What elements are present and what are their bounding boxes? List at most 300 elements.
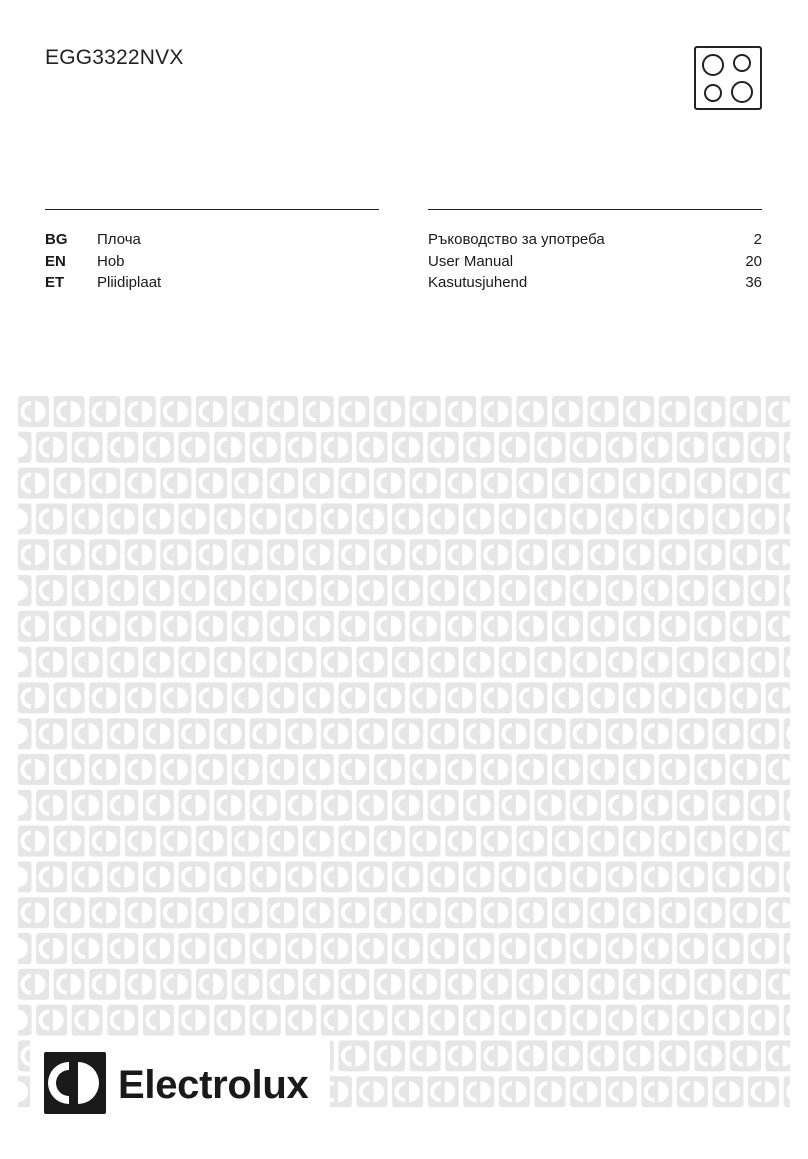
pattern-logo-icon: [410, 396, 441, 427]
pattern-logo-icon: [18, 682, 49, 713]
pattern-logo-icon: [445, 754, 476, 785]
pattern-logo-icon: [748, 861, 779, 892]
pattern-logo-icon: [160, 682, 191, 713]
pattern-logo-icon: [428, 718, 459, 749]
pattern-logo-icon: [481, 897, 512, 928]
pattern-logo-icon: [18, 432, 32, 463]
pattern-logo-icon: [570, 503, 601, 534]
pattern-logo-icon: [516, 682, 547, 713]
pattern-logo-icon: [552, 754, 583, 785]
manual-row: [428, 251, 762, 273]
pattern-logo-icon: [374, 682, 405, 713]
pattern-logo-icon: [659, 396, 690, 427]
pattern-logo-icon: [410, 826, 441, 857]
pattern-logo-icon: [18, 718, 32, 749]
pattern-logo-icon: [250, 933, 281, 964]
pattern-logo-icon: [730, 897, 761, 928]
pattern-logo-icon: [623, 969, 654, 1000]
pattern-logo-icon: [143, 1005, 174, 1036]
pattern-logo-icon: [392, 575, 423, 606]
pattern-logo-icon: [445, 539, 476, 570]
language-list: [45, 229, 379, 294]
pattern-logo-icon: [694, 682, 725, 713]
pattern-logo-icon: [285, 790, 316, 821]
pattern-logo-icon: [713, 575, 744, 606]
pattern-logo-icon: [677, 933, 708, 964]
pattern-logo-icon: [463, 503, 494, 534]
pattern-logo-icon: [232, 682, 263, 713]
pattern-logo-icon: [516, 897, 547, 928]
pattern-logo-icon: [659, 969, 690, 1000]
pattern-logo-icon: [374, 897, 405, 928]
pattern-logo-icon: [499, 718, 530, 749]
pattern-logo-icon: [588, 826, 619, 857]
pattern-logo-icon: [89, 897, 120, 928]
pattern-logo-icon: [125, 611, 156, 642]
pattern-logo-icon: [321, 647, 352, 678]
pattern-logo-icon: [392, 718, 423, 749]
pattern-logo-icon: [659, 754, 690, 785]
pattern-logo-icon: [250, 647, 281, 678]
pattern-logo-icon: [784, 1076, 790, 1107]
pattern-logo-icon: [392, 1076, 423, 1107]
pattern-logo-icon: [107, 933, 138, 964]
pattern-logo-icon: [481, 396, 512, 427]
pattern-logo-icon: [338, 969, 369, 1000]
pattern-logo-icon: [250, 432, 281, 463]
pattern-logo-icon: [143, 432, 174, 463]
pattern-logo-icon: [499, 575, 530, 606]
pattern-logo-icon: [143, 575, 174, 606]
pattern-logo-icon: [730, 396, 761, 427]
pattern-logo-icon: [303, 897, 334, 928]
pattern-logo-icon: [677, 718, 708, 749]
pattern-logo-icon: [18, 503, 32, 534]
pattern-logo-icon: [428, 1005, 459, 1036]
pattern-logo-icon: [588, 754, 619, 785]
pattern-logo-icon: [499, 861, 530, 892]
pattern-logo-icon: [516, 826, 547, 857]
pattern-logo-icon: [748, 575, 779, 606]
pattern-logo-icon: [766, 396, 790, 427]
pattern-logo-icon: [499, 503, 530, 534]
pattern-logo-icon: [267, 396, 298, 427]
pattern-logo-icon: [357, 432, 388, 463]
pattern-logo-icon: [535, 861, 566, 892]
pattern-logo-icon: [89, 539, 120, 570]
pattern-logo-icon: [570, 575, 601, 606]
pattern-logo-icon: [125, 396, 156, 427]
pattern-logo-icon: [766, 468, 790, 499]
pattern-logo-icon: [445, 897, 476, 928]
pattern-logo-icon: [730, 611, 761, 642]
pattern-logo-icon: [36, 503, 67, 534]
pattern-logo-icon: [285, 861, 316, 892]
pattern-logo-icon: [18, 790, 32, 821]
language-row: [45, 272, 379, 294]
pattern-logo-icon: [303, 539, 334, 570]
pattern-logo-icon: [428, 575, 459, 606]
pattern-logo-icon: [428, 933, 459, 964]
pattern-logo-icon: [784, 647, 790, 678]
pattern-logo-icon: [677, 503, 708, 534]
pattern-logo-icon: [285, 933, 316, 964]
pattern-logo-icon: [694, 611, 725, 642]
pattern-logo-icon: [641, 432, 672, 463]
pattern-logo-icon: [410, 468, 441, 499]
pattern-logo-icon: [748, 790, 779, 821]
pattern-logo-icon: [766, 754, 790, 785]
pattern-logo-icon: [588, 1040, 619, 1071]
pattern-logo-icon: [748, 432, 779, 463]
pattern-logo-icon: [196, 682, 227, 713]
pattern-logo-icon: [535, 432, 566, 463]
pattern-logo-icon: [535, 647, 566, 678]
pattern-logo-icon: [214, 503, 245, 534]
pattern-logo-icon: [499, 933, 530, 964]
pattern-logo-icon: [321, 861, 352, 892]
pattern-logo-icon: [303, 826, 334, 857]
pattern-logo-icon: [232, 396, 263, 427]
pattern-logo-icon: [250, 1005, 281, 1036]
pattern-logo-icon: [54, 396, 85, 427]
pattern-logo-icon: [54, 754, 85, 785]
pattern-logo-icon: [54, 682, 85, 713]
pattern-logo-icon: [303, 682, 334, 713]
pattern-logo-icon: [250, 861, 281, 892]
pattern-logo-icon: [374, 1040, 405, 1071]
pattern-logo-icon: [428, 647, 459, 678]
pattern-logo-icon: [694, 969, 725, 1000]
pattern-logo-icon: [338, 396, 369, 427]
pattern-logo-icon: [36, 1005, 67, 1036]
pattern-logo-icon: [410, 754, 441, 785]
pattern-logo-icon: [321, 933, 352, 964]
pattern-logo-icon: [338, 1040, 369, 1071]
pattern-logo-icon: [766, 611, 790, 642]
pattern-logo-icon: [694, 396, 725, 427]
logo-pattern-svg: [18, 396, 790, 1113]
pattern-logo-icon: [143, 718, 174, 749]
pattern-logo-icon: [784, 718, 790, 749]
pattern-logo-icon: [694, 1040, 725, 1071]
pattern-logo-icon: [357, 575, 388, 606]
pattern-logo-icon: [410, 897, 441, 928]
pattern-logo-icon: [36, 432, 67, 463]
pattern-logo-icon: [72, 503, 103, 534]
pattern-logo-icon: [535, 1005, 566, 1036]
pattern-logo-icon: [748, 933, 779, 964]
pattern-logo-icon: [694, 897, 725, 928]
pattern-logo-icon: [392, 503, 423, 534]
pattern-logo-icon: [570, 933, 601, 964]
pattern-logo-icon: [392, 432, 423, 463]
pattern-logo-icon: [499, 790, 530, 821]
pattern-logo-icon: [606, 861, 637, 892]
pattern-logo-icon: [89, 969, 120, 1000]
pattern-logo-icon: [463, 1076, 494, 1107]
pattern-logo-icon: [18, 468, 49, 499]
pattern-logo-icon: [303, 969, 334, 1000]
pattern-logo-icon: [730, 1040, 761, 1071]
pattern-logo-icon: [18, 897, 49, 928]
pattern-logo-icon: [303, 396, 334, 427]
pattern-logo-icon: [374, 611, 405, 642]
pattern-logo-icon: [36, 861, 67, 892]
pattern-logo-icon: [214, 1005, 245, 1036]
pattern-logo-icon: [535, 503, 566, 534]
pattern-logo-icon: [196, 754, 227, 785]
pattern-logo-icon: [641, 647, 672, 678]
pattern-logo-icon: [267, 682, 298, 713]
pattern-logo-icon: [285, 647, 316, 678]
pattern-logo-icon: [713, 790, 744, 821]
pattern-logo-icon: [535, 933, 566, 964]
pattern-logo-icon: [677, 861, 708, 892]
pattern-logo-icon: [659, 539, 690, 570]
pattern-logo-icon: [196, 897, 227, 928]
pattern-logo-icon: [214, 432, 245, 463]
pattern-logo-icon: [179, 432, 210, 463]
pattern-logo-icon: [232, 969, 263, 1000]
pattern-logo-icon: [481, 826, 512, 857]
pattern-logo-icon: [392, 790, 423, 821]
pattern-logo-icon: [588, 396, 619, 427]
pattern-logo-icon: [748, 1076, 779, 1107]
pattern-logo-icon: [36, 575, 67, 606]
pattern-logo-icon: [285, 503, 316, 534]
pattern-logo-icon: [499, 1005, 530, 1036]
pattern-logo-icon: [392, 861, 423, 892]
pattern-logo-icon: [392, 647, 423, 678]
pattern-logo-icon: [179, 575, 210, 606]
pattern-logo-icon: [36, 790, 67, 821]
pattern-logo-icon: [677, 790, 708, 821]
pattern-logo-icon: [321, 503, 352, 534]
pattern-logo-icon: [267, 611, 298, 642]
pattern-logo-icon: [107, 1005, 138, 1036]
pattern-logo-icon: [552, 682, 583, 713]
pattern-logo-icon: [179, 647, 210, 678]
manual-page-number: 2: [753, 231, 762, 248]
pattern-logo-icon: [481, 682, 512, 713]
pattern-logo-icon: [588, 969, 619, 1000]
pattern-logo-icon: [250, 790, 281, 821]
manual-page-number: 36: [745, 274, 762, 291]
pattern-logo-icon: [428, 432, 459, 463]
pattern-logo-icon: [214, 575, 245, 606]
pattern-logo-icon: [357, 790, 388, 821]
pattern-logo-icon: [18, 933, 32, 964]
pattern-logo-icon: [588, 897, 619, 928]
pattern-logo-icon: [784, 861, 790, 892]
pattern-logo-icon: [713, 1005, 744, 1036]
pattern-logo-icon: [784, 790, 790, 821]
pattern-logo-icon: [338, 826, 369, 857]
pattern-logo-icon: [535, 1076, 566, 1107]
pattern-logo-icon: [338, 468, 369, 499]
pattern-logo-icon: [160, 826, 191, 857]
electrolux-logo-icon: [44, 1052, 106, 1119]
pattern-logo-icon: [18, 826, 49, 857]
language-product-name: Pliidiplaat: [97, 274, 162, 291]
pattern-logo-icon: [338, 682, 369, 713]
pattern-logo-icon: [641, 861, 672, 892]
pattern-logo-icon: [357, 718, 388, 749]
pattern-logo-icon: [623, 682, 654, 713]
pattern-logo-icon: [338, 539, 369, 570]
pattern-logo-icon: [267, 754, 298, 785]
pattern-logo-icon: [410, 969, 441, 1000]
pattern-logo-icon: [623, 611, 654, 642]
pattern-logo-icon: [374, 826, 405, 857]
pattern-logo-icon: [18, 861, 32, 892]
pattern-logo-icon: [588, 468, 619, 499]
pattern-logo-icon: [18, 754, 49, 785]
pattern-logo-icon: [285, 1005, 316, 1036]
pattern-logo-icon: [766, 969, 790, 1000]
pattern-logo-icon: [179, 933, 210, 964]
pattern-logo-icon: [36, 647, 67, 678]
pattern-logo-icon: [463, 718, 494, 749]
pattern-logo-icon: [107, 647, 138, 678]
pattern-logo-icon: [641, 718, 672, 749]
pattern-logo-icon: [784, 503, 790, 534]
language-code: ET: [45, 274, 65, 291]
pattern-logo-icon: [410, 611, 441, 642]
pattern-logo-icon: [54, 611, 85, 642]
pattern-logo-icon: [72, 432, 103, 463]
pattern-logo-icon: [374, 969, 405, 1000]
pattern-logo-icon: [303, 754, 334, 785]
pattern-logo-icon: [410, 539, 441, 570]
pattern-logo-icon: [250, 718, 281, 749]
pattern-logo-icon: [677, 1005, 708, 1036]
pattern-logo-icon: [481, 1040, 512, 1071]
pattern-logo-icon: [713, 432, 744, 463]
pattern-logo-icon: [18, 969, 49, 1000]
pattern-logo-icon: [588, 539, 619, 570]
pattern-logo-icon: [54, 468, 85, 499]
pattern-logo-icon: [357, 861, 388, 892]
pattern-logo-icon: [570, 647, 601, 678]
pattern-logo-icon: [232, 754, 263, 785]
pattern-logo-icon: [694, 754, 725, 785]
pattern-logo-icon: [463, 790, 494, 821]
brand-name: Electrolux: [118, 1063, 309, 1107]
pattern-logo-icon: [267, 539, 298, 570]
pattern-logo-icon: [72, 647, 103, 678]
pattern-logo-icon: [748, 647, 779, 678]
pattern-logo-icon: [463, 432, 494, 463]
pattern-logo-icon: [606, 1076, 637, 1107]
pattern-logo-icon: [250, 575, 281, 606]
pattern-logo-icon: [606, 647, 637, 678]
pattern-logo-icon: [374, 468, 405, 499]
pattern-logo-icon: [214, 790, 245, 821]
pattern-logo-icon: [54, 969, 85, 1000]
pattern-logo-icon: [160, 969, 191, 1000]
pattern-logo-icon: [250, 503, 281, 534]
pattern-logo-icon: [338, 611, 369, 642]
pattern-logo-icon: [232, 826, 263, 857]
pattern-logo-icon: [516, 611, 547, 642]
pattern-logo-icon: [445, 969, 476, 1000]
pattern-logo-icon: [552, 539, 583, 570]
pattern-logo-icon: [730, 682, 761, 713]
pattern-logo-icon: [267, 468, 298, 499]
pattern-logo-icon: [623, 754, 654, 785]
pattern-logo-icon: [463, 575, 494, 606]
pattern-logo-icon: [321, 575, 352, 606]
pattern-logo-icon: [623, 539, 654, 570]
pattern-logo-icon: [570, 861, 601, 892]
pattern-logo-icon: [552, 396, 583, 427]
pattern-logo-icon: [89, 826, 120, 857]
pattern-logo-icon: [232, 897, 263, 928]
pattern-logo-icon: [659, 468, 690, 499]
pattern-logo-icon: [463, 647, 494, 678]
manual-list: [428, 229, 762, 294]
pattern-logo-icon: [143, 503, 174, 534]
pattern-logo-icon: [588, 611, 619, 642]
manual-row: [428, 272, 762, 294]
pattern-logo-icon: [392, 1005, 423, 1036]
divider-right: [428, 209, 762, 210]
pattern-logo-icon: [89, 611, 120, 642]
pattern-logo-icon: [588, 682, 619, 713]
pattern-logo-icon: [641, 790, 672, 821]
pattern-logo-icon: [160, 468, 191, 499]
pattern-logo-icon: [641, 1005, 672, 1036]
pattern-logo-icon: [72, 575, 103, 606]
pattern-logo-icon: [232, 611, 263, 642]
manual-page-number: 20: [745, 252, 762, 270]
pattern-logo-icon: [357, 503, 388, 534]
pattern-logo-icon: [428, 861, 459, 892]
pattern-logo-icon: [730, 539, 761, 570]
pattern-logo-icon: [321, 1005, 352, 1036]
pattern-logo-icon: [196, 826, 227, 857]
pattern-logo-icon: [196, 969, 227, 1000]
pattern-logo-icon: [730, 468, 761, 499]
pattern-logo-icon: [481, 754, 512, 785]
language-row: [45, 229, 379, 251]
pattern-logo-icon: [428, 790, 459, 821]
pattern-logo-icon: [18, 575, 32, 606]
pattern-logo-icon: [72, 933, 103, 964]
pattern-logo-icon: [18, 647, 32, 678]
pattern-logo-icon: [18, 611, 49, 642]
pattern-logo-icon: [766, 826, 790, 857]
manual-title: User Manual: [428, 252, 514, 270]
pattern-logo-icon: [766, 1040, 790, 1071]
pattern-logo-icon: [214, 718, 245, 749]
pattern-logo-icon: [160, 611, 191, 642]
pattern-logo-icon: [659, 897, 690, 928]
pattern-logo-icon: [516, 468, 547, 499]
pattern-logo-icon: [321, 790, 352, 821]
pattern-logo-icon: [36, 933, 67, 964]
pattern-logo-icon: [713, 933, 744, 964]
pattern-logo-icon: [606, 1005, 637, 1036]
pattern-logo-icon: [143, 647, 174, 678]
language-product-name: Плоча: [97, 231, 141, 248]
pattern-logo-icon: [72, 861, 103, 892]
pattern-logo-icon: [125, 539, 156, 570]
pattern-logo-icon: [748, 503, 779, 534]
pattern-logo-icon: [196, 468, 227, 499]
